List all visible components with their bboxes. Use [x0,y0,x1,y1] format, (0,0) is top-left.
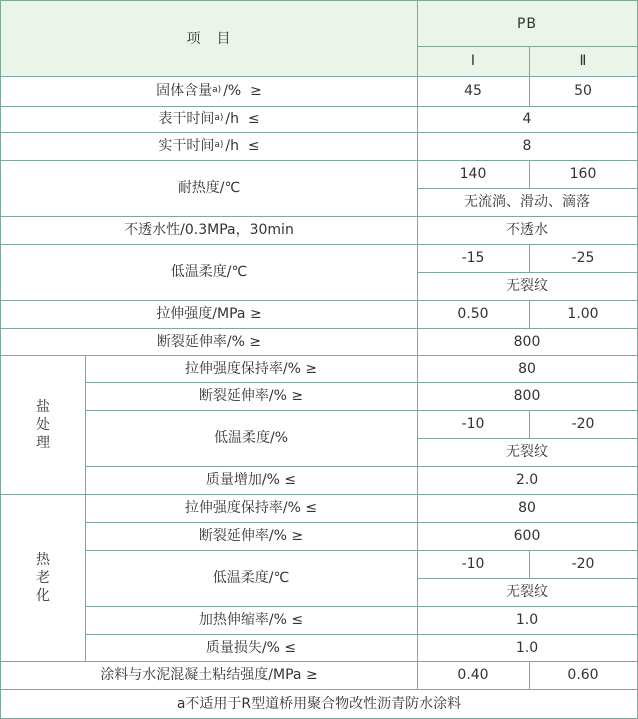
grid-line [0,300,638,301]
row-heat-resistance-v2: 160 [569,166,597,182]
grid-line [0,328,638,329]
grid-line [0,106,638,107]
grid-line [0,132,638,133]
salt-low-temp-label: 低温柔度/% [213,430,289,446]
row-bond-strength-v2: 0.60 [567,667,599,683]
row-elongation-label: 断裂延伸率/% ≥ [156,333,262,350]
row-tensile-v1: 0.50 [457,306,489,322]
grid-line [85,410,638,411]
grid-line [417,578,637,579]
aging-tensile-retention-label: 拉伸强度保持率/% ≤ [184,500,318,516]
row-low-temp-v2: -25 [571,250,595,266]
grid-line [417,438,637,439]
salt-low-temp-v2: -20 [571,416,595,432]
salt-elongation-label: 断裂延伸率/% ≥ [198,388,304,404]
grid-line [0,216,638,217]
grid-line [0,689,638,690]
salt-low-temp-v1: -10 [461,416,485,432]
grid-line [85,606,638,607]
row-solid-content-v1: 45 [464,83,482,99]
grid-line [417,0,418,689]
row-bond-strength-label: 涂料与水泥混凝土粘结强度/MPa ≥ [100,667,318,683]
grid-line [0,160,638,161]
grid-line [417,272,637,273]
salt-tensile-retention-label: 拉伸强度保持率/% ≥ [184,360,318,377]
row-impermeability-label: 不透水性/0.3MPa，30min [124,222,294,238]
grid-line [529,160,530,188]
grid-line [85,382,638,383]
row-hard-dry-value: 8 [522,138,532,154]
row-solid-content-label: 固体含量 $^{a)}$ /% ≥ [156,83,262,99]
row-low-temp-label: 低温柔度/℃ [170,264,248,280]
footnote: a不适用于R型道桥用聚合物改性沥青防水涂料 [176,695,462,712]
grid-line [0,0,1,719]
salt-low-temp-note: 无裂纹 [506,444,548,460]
grid-line [0,76,638,77]
grid-line [85,466,638,467]
grid-line [529,46,530,106]
grid-line [529,300,530,328]
grid-line [417,188,637,189]
header-item: 项 目 [186,30,232,47]
row-elongation-value: 800 [513,333,541,350]
aging-low-temp-label: 低温柔度/℃ [212,570,290,586]
grid-line [85,550,638,551]
grid-line [0,661,638,662]
grid-line [529,410,530,438]
row-surface-dry-label: 表干时间 $^{a)}$ /h ≤ [158,111,260,127]
aging-elongation-label: 断裂延伸率/% ≥ [198,528,304,544]
header-type-1: Ⅰ [470,53,476,69]
grid-line [85,522,638,523]
header-type-2: Ⅱ [579,53,587,69]
row-impermeability-value: 不透水 [506,222,548,238]
aging-tensile-retention-value: 80 [518,500,536,516]
header-product: PB [516,15,538,32]
grid-line [0,494,638,495]
grid-line [529,244,530,272]
row-hard-dry-label: 实干时间 $^{a)}$ /h ≤ [158,138,260,154]
row-bond-strength-v1: 0.40 [457,667,489,683]
salt-elongation-value: 800 [513,388,541,404]
salt-mass-increase-value: 2.0 [515,472,539,488]
grid-line [0,355,638,356]
aging-low-temp-v1: -10 [461,556,485,572]
aging-mass-loss-value: 1.0 [515,639,539,656]
grid-line [417,46,637,47]
grid-line [85,355,86,661]
salt-tensile-retention-value: 80 [518,360,536,377]
grid-line [85,634,638,635]
grid-line [529,550,530,578]
grid-line [529,661,530,689]
row-heat-resistance-label: 耐热度/℃ [177,180,241,196]
aging-heat-shrink-label: 加热伸缩率/% ≤ [198,612,304,628]
grid-line [0,0,638,1]
row-low-temp-v1: -15 [461,250,485,266]
aging-elongation-value: 600 [513,528,541,544]
row-tensile-v2: 1.00 [567,306,599,322]
salt-mass-increase-label: 质量增加/% ≤ [205,472,297,488]
aging-heat-shrink-value: 1.0 [515,612,539,628]
row-low-temp-note: 无裂纹 [506,278,548,294]
grid-line [0,244,638,245]
aging-low-temp-note: 无裂纹 [506,584,548,600]
aging-mass-loss-label: 质量损失/% ≤ [205,639,297,656]
row-surface-dry-value: 4 [522,111,532,127]
row-heat-resistance-v1: 140 [459,166,487,182]
row-solid-content-v2: 50 [574,83,592,99]
row-tensile-label: 拉伸强度/MPa ≥ [156,306,262,322]
group-heat-aging: 热 老 化 [36,551,50,604]
aging-low-temp-v2: -20 [571,556,595,572]
group-salt-treatment: 盐 处 理 [36,398,50,451]
row-heat-resistance-note: 无流淌、滑动、滴落 [464,194,590,210]
